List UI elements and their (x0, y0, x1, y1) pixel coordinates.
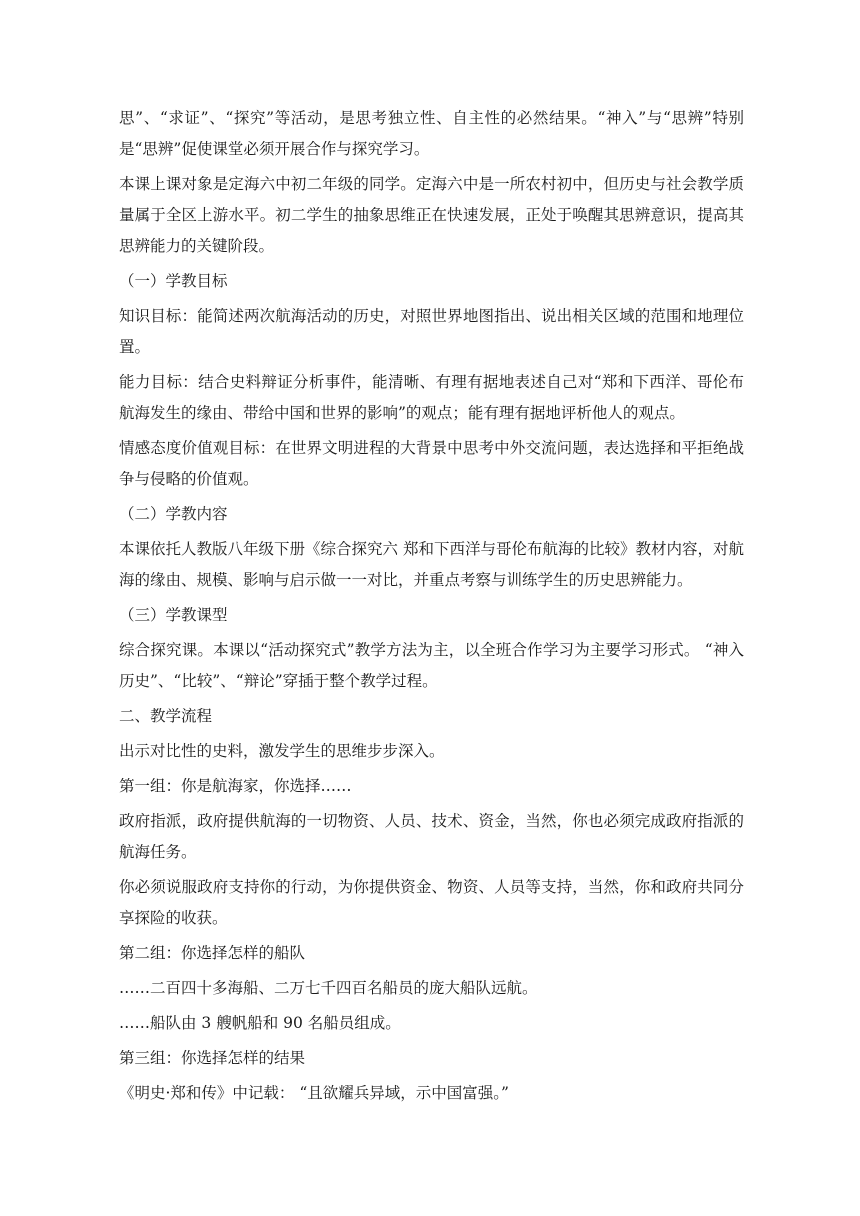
paragraph-option-a: 政府指派，政府提供航海的一切物资、人员、技术、资金，当然，你也必须完成政府指派的航海任务。 (119, 812, 744, 861)
paragraph-content: 本课依托人教版八年级下册《综合探究六 郑和下西洋与哥伦布航海的比较》教材内容，对航海的缘由、规模、影响与启示做一一对比，并重点考察与训练学生的历史思辨能力。 (119, 540, 744, 589)
section-heading-type: （三）学教课型 (119, 606, 228, 624)
section-heading-content: （二）学教内容 (119, 505, 228, 523)
paragraph-knowledge-goal: 知识目标：能简述两次航海活动的历史，对照世界地图指出、说出相关区域的范围和地理位置。 (119, 307, 744, 356)
paragraph-quote: 《明史·郑和传》中记载： “且欲耀兵异域，示中国富强。” (119, 1084, 509, 1102)
section-heading-goals: （一）学教目标 (119, 272, 228, 290)
paragraph-process-intro: 出示对比性的史料，激发学生的思维步步深入。 (119, 742, 445, 760)
section-heading-process: 二、教学流程 (119, 707, 213, 725)
paragraph-group-2: 第二组：你选择怎样的船队 (119, 944, 306, 962)
paragraph-2: 本课上课对象是定海六中初二年级的同学。定海六中是一所农村初中，但历史与社会教学质量属于全区上游水平。初二学生的抽象思维正在快速发展，正处于唤醒其思辨意识，提高其思辨能力的关键阶段。 (119, 175, 744, 255)
paragraph-group-1: 第一组：你是航海家，你选择…… (119, 777, 352, 795)
paragraph-option-b: 你必须说服政府支持你的行动，为你提供资金、物资、人员等支持，当然，你和政府共同分享探险的收获。 (119, 878, 744, 927)
document-body (119, 103, 744, 1113)
paragraph-group-3: 第三组：你选择怎样的结果 (119, 1049, 306, 1067)
paragraph-type: 综合探究课。本课以“活动探究式”教学方法为主，以全班合作学习为主要学习形式。 “神入历史”、“比较”、“辩论”穿插于整个教学过程。 (119, 641, 744, 690)
paragraph-fleet-b: ……船队由 3 艘帆船和 90 名船员组成。 (119, 1014, 401, 1032)
paragraph-fleet-a: ……二百四十多海船、二万七千四百名船员的庞大船队远航。 (119, 979, 538, 997)
paragraph-1: 思”、“求证”、“探究”等活动，是思考独立性、自主性的必然结果。“神入”与“思辨”特别是“思辨”促使课堂必须开展合作与探究学习。 (119, 109, 744, 158)
paragraph-ability-goal: 能力目标：结合史料辩证分析事件，能清晰、有理有据地表述自己对“郑和下西洋、哥伦布航海发生的缘由、带给中国和世界的影响”的观点；能有理有据地评析他人的观点。 (119, 373, 744, 422)
paragraph-emotion-goal: 情感态度价值观目标：在世界文明进程的大背景中思考中外交流问题，表达选择和平拒绝战争与侵略的价值观。 (119, 439, 744, 488)
